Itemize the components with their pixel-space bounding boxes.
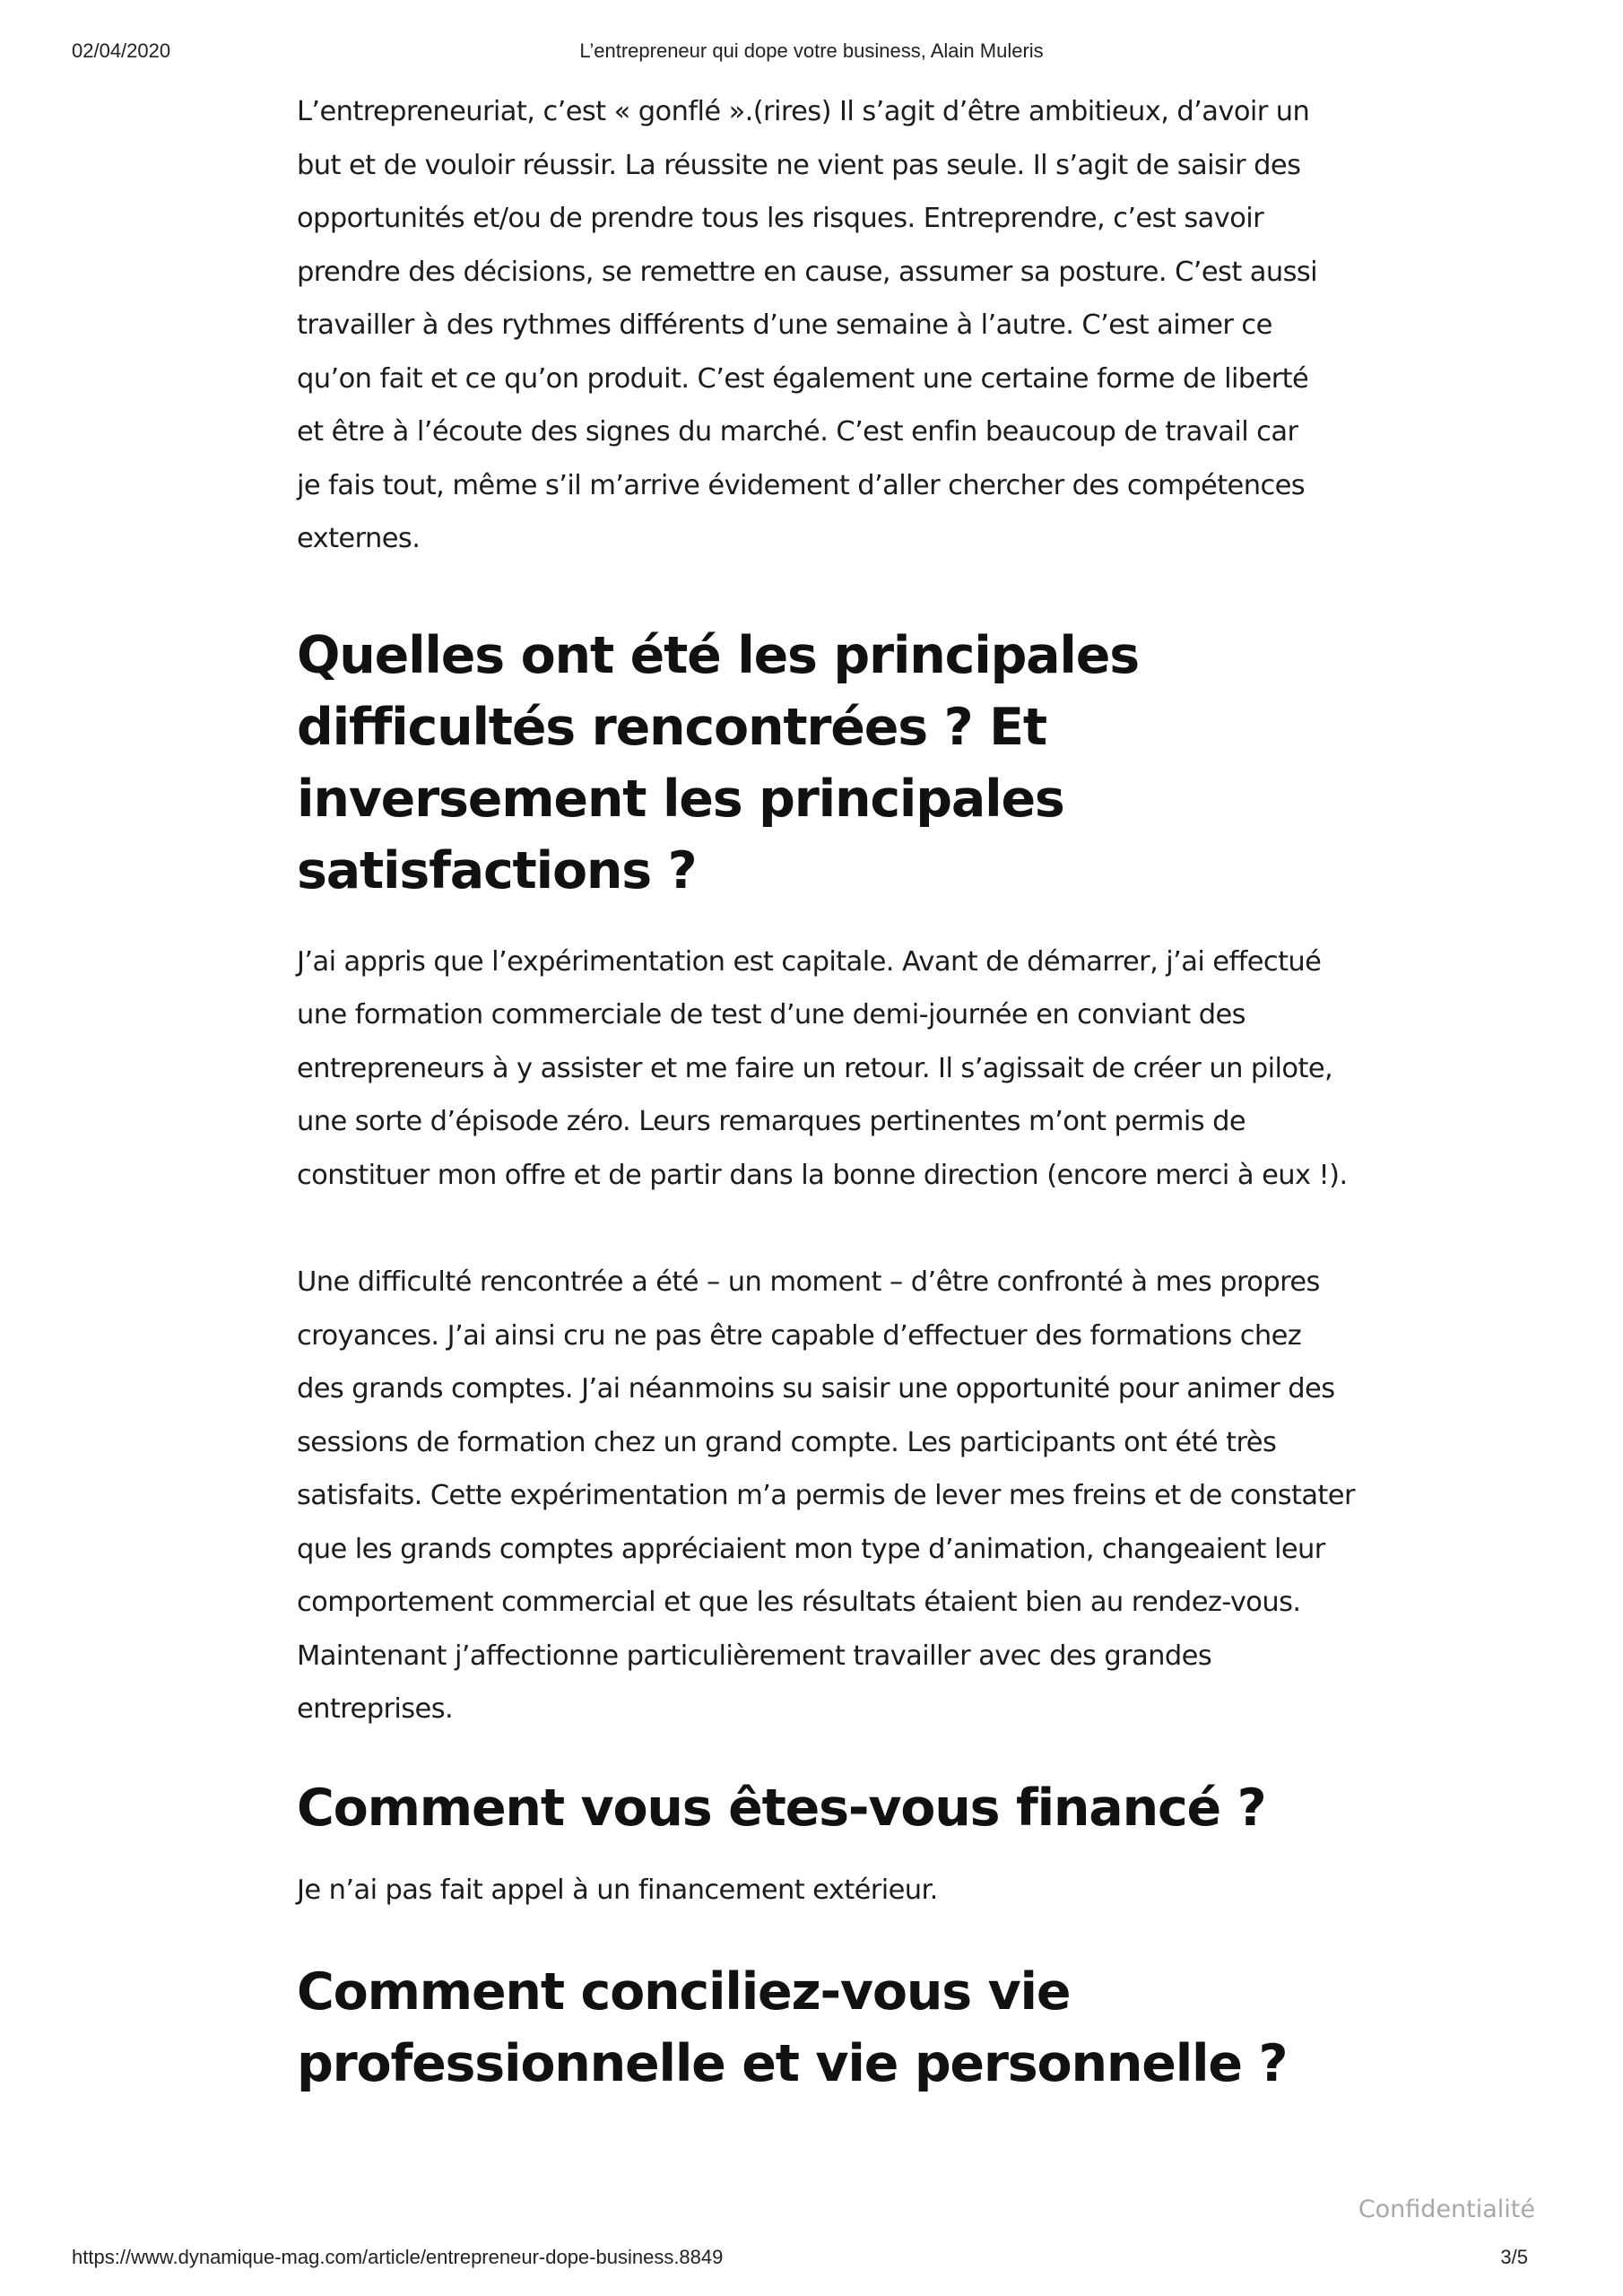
heading-conciliation: Comment conciliez-vous vie professionnelle et vie personnelle ?: [297, 1962, 1288, 2093]
paragraph-experimentation: J’ai appris que l’expérimentation est capitale. Avant de démarrer, j’ai effectué une formation commerciale de test d’une demi-journée en conviant des entrepreneurs à y assister et me faire un retour. Il s’agissait de créer un pilote, une sorte d’épisode zéro. Leurs remarques pertinentes m’ont permis de constituer mon offre et de partir dans la bonne direction (encore merci à eux !).: [297, 945, 1348, 1191]
print-date: 02/04/2020: [72, 39, 171, 62]
print-header: [0, 39, 1623, 70]
print-url: https://www.dynamique-mag.com/article/entrepreneur-dope-business.8849: [72, 2246, 724, 2268]
confidentiality-link[interactable]: Confidentialité: [1358, 2196, 1535, 2223]
print-title: L’entrepreneur qui dope votre business, Alain Muleris: [579, 39, 1044, 62]
heading-financement: Comment vous êtes-vous financé ?: [297, 1778, 1266, 1838]
print-footer: [0, 2246, 1623, 2276]
page-number: 3/5: [1500, 2246, 1528, 2268]
heading-difficultes: Quelles ont été les principales difficultés rencontrées ? Et inversement les principales satisfactions ?: [297, 625, 1139, 900]
paragraph-financement: Je n’ai pas fait appel à un financement extérieur.: [297, 1874, 938, 1906]
article-body: [297, 85, 1355, 2100]
paragraph-difficulte: Une difficulté rencontrée a été – un moment – d’être confronté à mes propres croyances. J’ai ainsi cru ne pas être capable d’effectuer des formations chez des grands comptes. J’ai néanmoins su saisir une opportunité pour animer des sessions de formation chez un grand compte. Les participants ont été très satisfaits. Cette expérimentation m’a permis de lever mes freins et de constater que les grands comptes appréciaient mon type d’animation, changeaient leur comportement commercial et que les résultats étaient bien au rendez-vous. Maintenant j’affectionne particulièrement travailler avec des grandes entreprises.: [297, 1266, 1355, 1725]
paragraph-entrepreneuriat: L’entrepreneuriat, c’est « gonflé ».(rires) Il s’agit d’être ambitieux, d’avoir un but et de vouloir réussir. La réussite ne vient pas seule. Il s’agit de saisir des opportunités et/ou de prendre tous les risques. Entreprendre, c’est savoir prendre des décisions, se remettre en cause, assumer sa posture. C’est aussi travailler à des rythmes différents d’une semaine à l’autre. C’est aimer ce qu’on fait et ce qu’on produit. C’est également une certaine forme de liberté et être à l’écoute des signes du marché. C’est enfin beaucoup de travail car je fais tout, même s’il m’arrive évidement d’aller chercher des compétences externes.: [297, 96, 1318, 554]
